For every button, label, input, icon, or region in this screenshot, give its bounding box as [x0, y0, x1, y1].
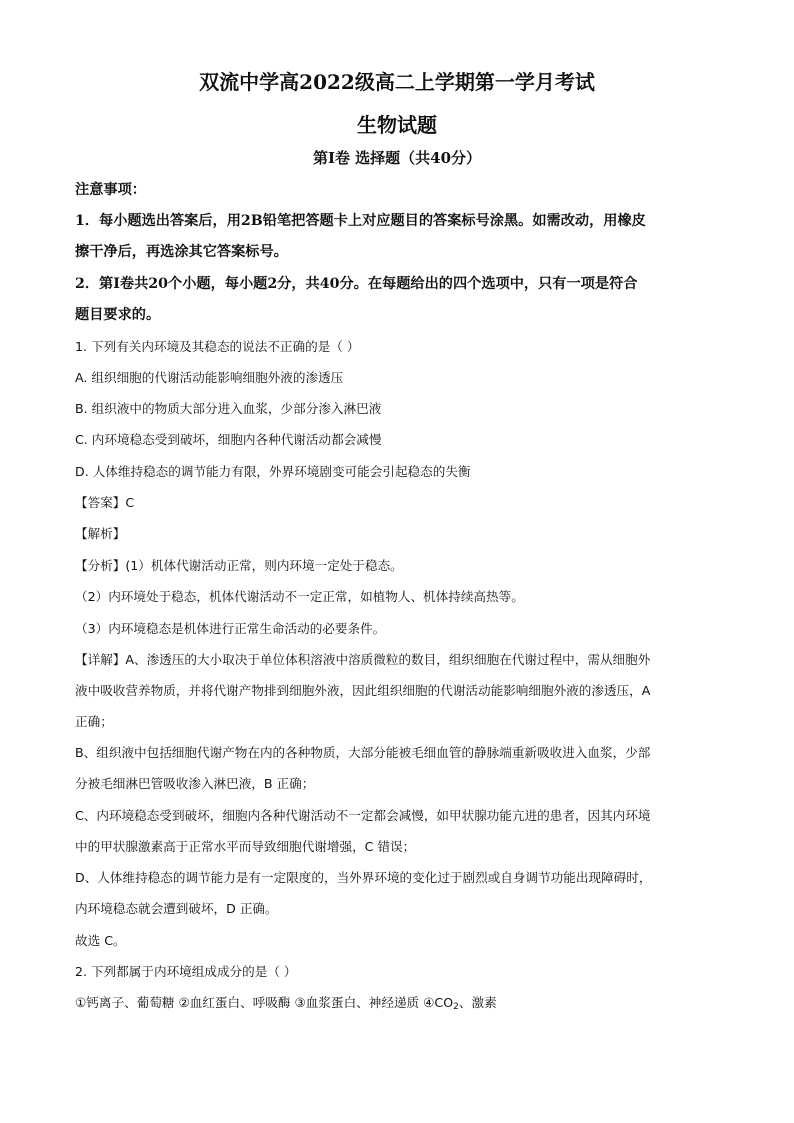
question-2-stem: 2. 下列都属于内环境组成成分的是（ ） [75, 964, 297, 979]
subject-title: 生物试题 [357, 113, 437, 137]
question-2-items [75, 993, 720, 1013]
detail-line: 内环境稳态就会遭到破坏，D 正确。 [75, 901, 278, 916]
detail-conclusion: 故选 C。 [75, 933, 126, 948]
section-title: 第Ⅰ卷 选择题（共40分） [312, 149, 482, 167]
analysis-point-3: （3）内环境稳态是机体进行正常生命活动的必要条件。 [75, 621, 386, 636]
detail-line: 分被毛细淋巴管吸收渗入淋巴液，B 正确； [75, 776, 315, 791]
detail-line: 正确； [75, 714, 113, 729]
question-1-answer: 【答案】C [75, 495, 135, 510]
detail-line: 【详解】A、渗透压的大小取决于单位体积溶液中溶质微粒的数目，组织细胞在代谢过程中，需从细胞外 [75, 652, 651, 667]
notice-heading: 注意事项： [75, 182, 146, 198]
detail-line: B、组织液中包括细胞代谢产物在内的各种物质，大部分能被毛细血管的静脉端重新吸收进入血浆，少部 [75, 745, 651, 760]
question-1-option-a: A. 组织细胞的代谢活动能影响细胞外液的渗透压 [75, 370, 344, 385]
question-1-analysis-label: 【解析】 [75, 526, 126, 541]
detail-line: C、内环境稳态受到破坏，细胞内各种代谢活动不一定都会减慢，如甲状腺功能亢进的患者，因其内环境 [75, 808, 651, 823]
question-2-items-tail: 、激素 [458, 995, 497, 1010]
detail-line: D、人体维持稳态的调节能力是有一定限度的，当外界环境的变化过于剧烈或自身调节功能出现障碍时， [75, 870, 652, 885]
analysis-point-2: （2）内环境处于稳态，机体代谢活动不一定正常，如植物人、机体持续高热等。 [75, 589, 524, 604]
notice-item-1-line-1: 1．每小题选出答案后，用2B铅笔把答题卡上对应题目的答案标号涂黑。如需改动，用橡皮 [75, 213, 646, 229]
question-2-items-text: ①钙离子、葡萄糖 ②血红蛋白、呼吸酶 ③血浆蛋白、神经递质 ④CO [75, 995, 454, 1010]
exam-title: 双流中学高2022级高二上学期第一学月考试 [199, 70, 595, 94]
detail-line: 中的甲状腺激素高于正常水平而导致细胞代谢增强，C 错误； [75, 839, 416, 854]
question-1-option-d: D. 人体维持稳态的调节能力有限，外界环境剧变可能会引起稳态的失衡 [75, 464, 471, 479]
notice-item-2-line-2: 题目要求的。 [75, 307, 161, 323]
notice-item-1-line-2: 擦干净后，再选涂其它答案标号。 [75, 244, 288, 260]
notice-item-2-line-1: 2．第Ⅰ卷共20个小题，每小题2分，共40分。在每题给出的四个选项中，只有一项是符合 [75, 276, 638, 292]
question-1-option-b: B. 组织液中的物质大部分进入血浆，少部分渗入淋巴液 [75, 401, 382, 416]
detail-line: 液中吸收营养物质，并将代谢产物排到细胞外液，因此组织细胞的代谢活动能影响细胞外液的渗透压，A [75, 683, 651, 698]
question-1-stem: 1. 下列有关内环境及其稳态的说法不正确的是（ ） [75, 339, 360, 354]
co2-subscript: 2 [453, 1002, 459, 1012]
question-1-option-c: C. 内环境稳态受到破坏，细胞内各种代谢活动都会减慢 [75, 432, 382, 447]
analysis-point-1: 【分析】(1）机体代谢活动正常，则内环境一定处于稳态。 [75, 558, 403, 573]
